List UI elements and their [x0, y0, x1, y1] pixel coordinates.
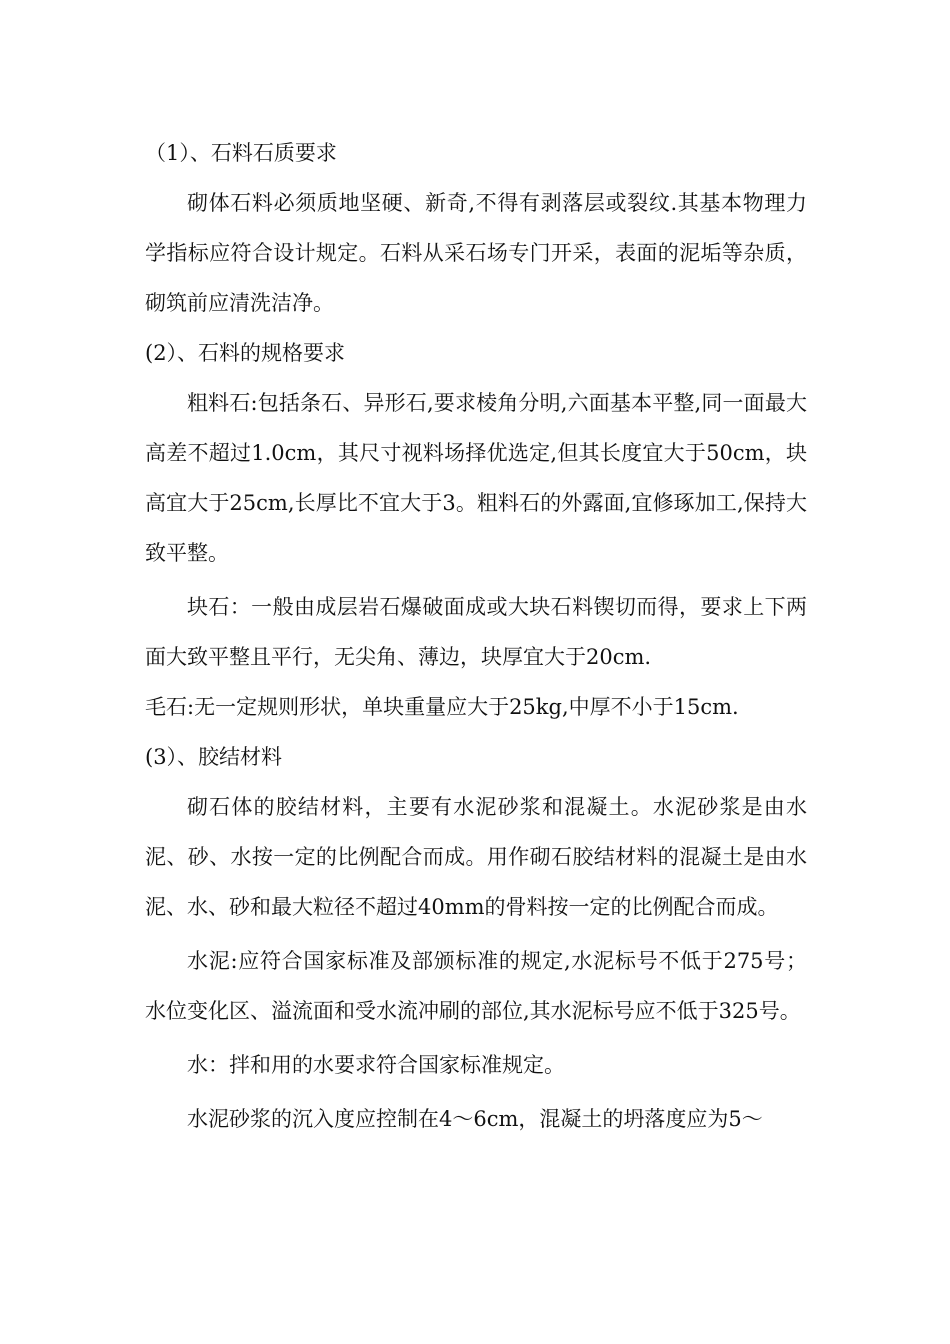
paragraph-cement: 水泥:应符合国家标准及部颁标准的规定,水泥标号不低于275号；水位变化区、溢流面和受水流冲刷的部位,其水泥标号应不低于325号。 — [145, 949, 807, 1023]
document-body — [145, 128, 807, 1144]
paragraph-slump: 水泥砂浆的沉入度应控制在4～6cm，混凝土的坍落度应为5～ — [187, 1107, 763, 1131]
paragraph-binding-materials: 砌石体的胶结材料，主要有水泥砂浆和混凝土。水泥砂浆是由水泥、砂、水按一定的比例配合而成。用作砌石胶结材料的混凝土是由水泥、水、砂和最大粒径不超过40mm的骨料按一定的比例配合而成。 — [145, 795, 807, 919]
paragraph-stone-quality: 砌体石料必须质地坚硬、新奇,不得有剥落层或裂纹.其基本物理力学指标应符合设计规定。石料从采石场专门开采，表面的泥垢等杂质，砌筑前应清洗洁净。 — [145, 191, 807, 315]
paragraph-coarse-stone: 粗料石:包括条石、异形石,要求棱角分明,六面基本平整,同一面最大高差不超过1.0cm，其尺寸视料场择优选定,但其长度宜大于50cm，块高宜大于25cm,长厚比不宜大于3。粗料石的外露面,宜修琢加工,保持大致平整。 — [145, 391, 807, 565]
section-heading-stone-quality: （1）、石料石质要求 — [145, 141, 337, 165]
section-heading-stone-specs: (2）、石料的规格要求 — [145, 341, 346, 365]
paragraph-block-stone: 块石：一般由成层岩石爆破面成或大块石料锲切而得，要求上下两面大致平整且平行，无尖角、薄边，块厚宜大于20cm. — [145, 595, 807, 669]
paragraph-water: 水：拌和用的水要求符合国家标准规定。 — [187, 1053, 565, 1077]
section-heading-binding-materials: (3）、胶结材料 — [145, 745, 283, 769]
paragraph-rubble-stone: 毛石:无一定规则形状，单块重量应大于25kg,中厚不小于15cm. — [145, 695, 739, 719]
